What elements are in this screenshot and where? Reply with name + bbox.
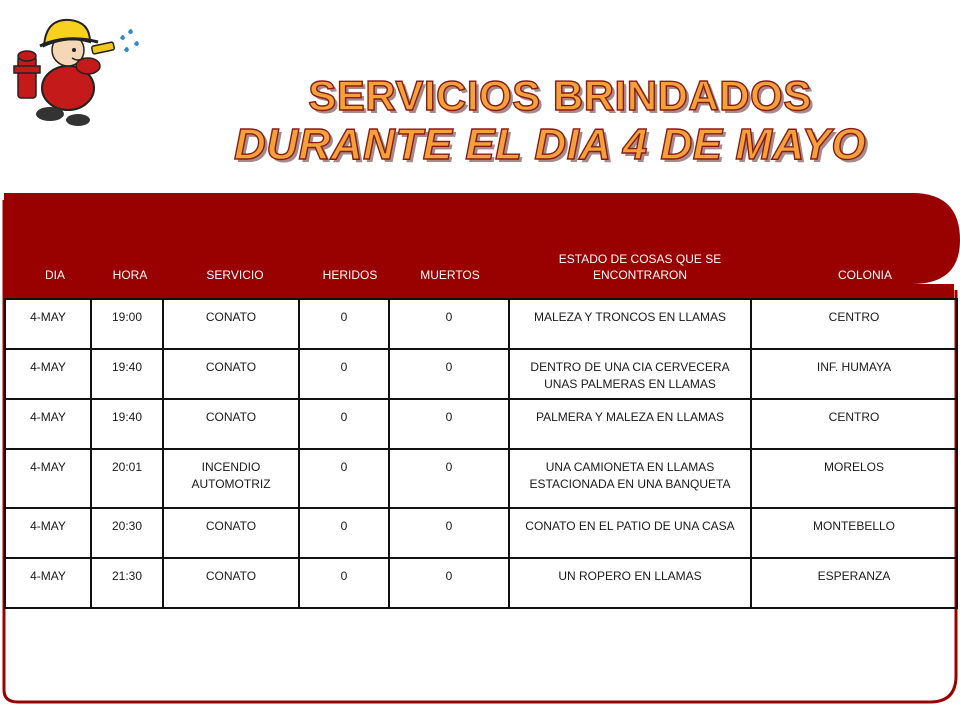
- cell-servicio: CONATO: [163, 558, 299, 608]
- cell-heridos: 0: [299, 299, 389, 349]
- cell-servicio: INCENDIO AUTOMOTRIZ: [163, 449, 299, 508]
- header-estado: ESTADO DE COSAS QUE SE ENCONTRARON: [558, 252, 722, 282]
- cell-hora: 20:30: [91, 508, 163, 558]
- header-muertos: MUERTOS: [420, 268, 480, 282]
- cell-colonia: MORELOS: [751, 449, 957, 508]
- cell-muertos: 0: [389, 299, 509, 349]
- cell-dia: 4-MAY: [5, 399, 91, 449]
- header-colonia: COLONIA: [837, 268, 892, 282]
- cell-heridos: 0: [299, 449, 389, 508]
- cell-colonia: CENTRO: [751, 399, 957, 449]
- cell-dia: 4-MAY: [5, 449, 91, 508]
- cell-heridos: 0: [299, 558, 389, 608]
- cell-hora: 20:01: [91, 449, 163, 508]
- cell-heridos: 0: [299, 399, 389, 449]
- cell-dia: 4-MAY: [5, 349, 91, 399]
- cell-colonia: CENTRO: [751, 299, 957, 349]
- header-heridos: HERIDOS: [322, 268, 378, 282]
- cell-servicio: CONATO: [163, 399, 299, 449]
- cell-servicio: CONATO: [163, 508, 299, 558]
- cell-estado: UN ROPERO EN LLAMAS: [509, 558, 751, 608]
- cell-colonia: MONTEBELLO: [751, 508, 957, 558]
- header-dia: DIA: [44, 268, 65, 282]
- table-row: [5, 558, 957, 608]
- table-row: [5, 299, 957, 349]
- cell-colonia: INF. HUMAYA: [751, 349, 957, 399]
- cell-dia: 4-MAY: [5, 558, 91, 608]
- cell-estado: UNA CAMIONETA EN LLAMAS ESTACIONADA EN UNA BANQUETA: [509, 449, 751, 508]
- title-line-1: SERVICIOS BRINDADOS: [308, 72, 812, 119]
- cell-dia: 4-MAY: [5, 508, 91, 558]
- cell-estado: CONATO EN EL PATIO DE UNA CASA: [509, 508, 751, 558]
- cell-hora: 19:40: [91, 399, 163, 449]
- table-row: [5, 399, 957, 449]
- cell-estado: DENTRO DE UNA CIA CERVECERA UNAS PALMERAS EN LLAMAS: [509, 349, 751, 399]
- firefighter-mascot-icon: [6, 8, 146, 132]
- cell-servicio: CONATO: [163, 349, 299, 399]
- cell-heridos: 0: [299, 508, 389, 558]
- cell-muertos: 0: [389, 349, 509, 399]
- services-table: [4, 298, 956, 609]
- header-hora: HORA: [112, 268, 148, 282]
- cell-estado: MALEZA Y TRONCOS EN LLAMAS: [509, 299, 751, 349]
- cell-hora: 19:00: [91, 299, 163, 349]
- cell-muertos: 0: [389, 449, 509, 508]
- cell-hora: 19:40: [91, 349, 163, 399]
- title-line-2: DURANTE EL DIA 4 DE MAYO: [233, 120, 867, 169]
- table-row: [5, 449, 957, 508]
- cell-dia: 4-MAY: [5, 299, 91, 349]
- table-row: [5, 508, 957, 558]
- cell-estado: PALMERA Y MALEZA EN LLAMAS: [509, 399, 751, 449]
- cell-colonia: ESPERANZA: [751, 558, 957, 608]
- table-row: [5, 349, 957, 399]
- header-servicio: SERVICIO: [206, 268, 264, 282]
- cell-heridos: 0: [299, 349, 389, 399]
- cell-muertos: 0: [389, 399, 509, 449]
- cell-hora: 21:30: [91, 558, 163, 608]
- cell-servicio: CONATO: [163, 299, 299, 349]
- cell-muertos: 0: [389, 508, 509, 558]
- cell-muertos: 0: [389, 558, 509, 608]
